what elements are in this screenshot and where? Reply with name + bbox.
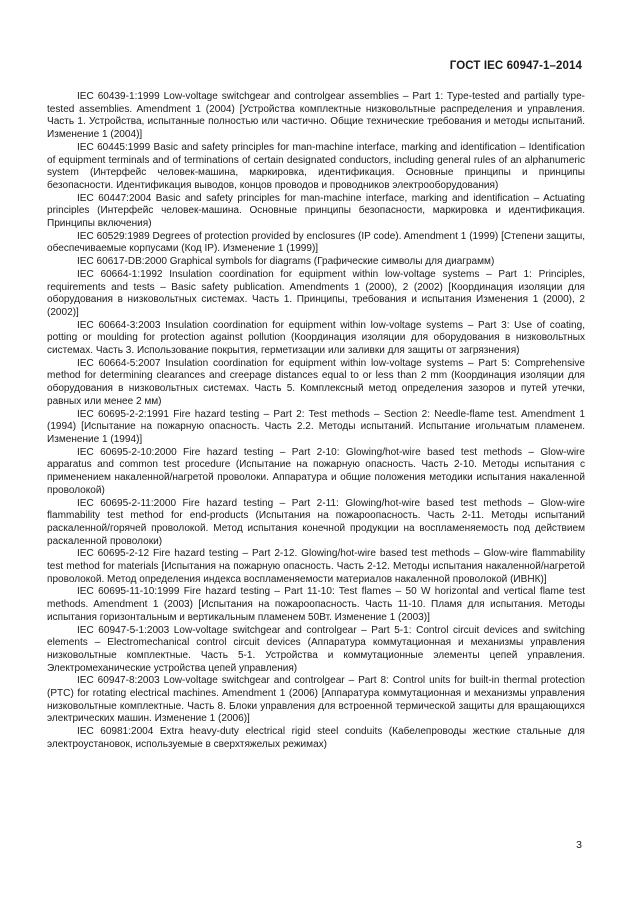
reference-paragraph: IEC 60695-2-11:2000 Fire hazard testing – Part 2-11: Glowing/hot-wire based test methods – Glow-wire flammability test method for end-products (Испытания на пожароопасность. Часть 2-11. Методы испытаний раскаленной/горячей проволокой. Метод испытания конечной продукции на воспламеняемость под действием раскаленной проволоки) (47, 497, 585, 547)
reference-paragraph: IEC 60695-2-2:1991 Fire hazard testing – Part 2: Test methods – Section 2: Needle-flame test. Amendment 1 (1994) [Испытание на пожарную опасность. Часть 2.2. Методы испытаний. Испытание игольчатым пламенем. Изменение 1 (1994)] (47, 408, 585, 445)
reference-paragraph: IEC 60664-1:1992 Insulation coordination for equipment within low-voltage systems – Part 1: Principles, requirements and tests – Basic safety publication. Amendments 1 (2000), 2 (2002) [Координация изоляции для оборудования в низковольтных системах. Часть 1. Принципы, требования и испытания Изменения 1 (2000), 2 (2002)] (47, 268, 585, 318)
normative-references-list (47, 91, 585, 752)
standard-code-header: ГОСТ IEC 60947-1–2014 (449, 60, 582, 72)
page-number: 3 (576, 839, 582, 851)
reference-paragraph: IEC 60664-3:2003 Insulation coordination for equipment within low-voltage systems – Part 3: Use of coating, potting or moulding for protection against pollution (Координация изоляции для оборудования в низковольтных системах. Часть 3. Использование покрытия, герметизации или заливки для защиты от загрязнения) (47, 319, 585, 357)
reference-paragraph: IEC 60445:1999 Basic and safety principles for man-machine interface, marking and identification – Identification of equipment terminals and of terminations of certain designated conductors, including general rules of an alphanumeric system (Интерфейс человек-машина, маркировка, идентификация. Основные принципы и принципы безопасности. Идентификация выводов, концов проводов и проводников электрооборудования) (47, 141, 585, 191)
reference-paragraph: IEC 60447:2004 Basic and safety principles for man-machine interface, marking and identification – Actuating principles (Интерфейс человек-машина. Основные принципы безопасности, маркировка и идентификация. Принципы включения) (47, 192, 585, 230)
reference-paragraph: IEC 60947-5-1:2003 Low-voltage switchgear and controlgear – Part 5-1: Control circuit devices and switching elements – Electromechanical control circuit devices (Аппаратура коммутационная и механизмы управления низковольтные комплектные. Часть 5-1. Устройства и коммутационные элементы цепей управления. Электромеханические устройства цепей управления) (47, 624, 585, 674)
reference-paragraph: IEC 60695-2-12 Fire hazard testing – Part 2-12. Glowing/hot-wire based test methods – Glow-wire flammability test method for materials [Испытания на пожарную опасность. Часть 2-12. Методы испытания накаленной/нагретой проволокой. Метод определения индекса воспламеняемости материалов накаленной проволокой (ИВНК)] (47, 548, 585, 585)
reference-paragraph: IEC 60439-1:1999 Low-voltage switchgear and controlgear assemblies – Part 1: Type-tested and partially type-tested assemblies. Amendment 1 (2004) [Устройства комплектные низковольтные распределения и управления. Часть 1. Устройства, испытанные полностью или частично. Общие технические требования и методы испытаний. Изменение 1 (2004)] (47, 91, 585, 141)
reference-paragraph: IEC 60695-2-10:2000 Fire hazard testing – Part 2-10: Glowing/hot-wire based test methods – Glow-wire apparatus and common test procedure (Испытание на пожарную опасность. Часть 2-10. Методы испытания с применением накаленной/нагретой проволоки. Аппаратура и общие положения методики испытания накаленной проволокой) (47, 446, 585, 496)
reference-paragraph: IEC 60529:1989 Degrees of protection provided by enclosures (IP code). Amendment 1 (1999) [Степени защиты, обеспечиваемые корпусами (Код IP). Изменение 1 (1999)] (47, 230, 585, 255)
reference-paragraph: IEC 60695-11-10:1999 Fire hazard testing – Part 11-10: Test flames – 50 W horizontal and vertical flame test methods. Amendment 1 (2003) [Испытания на пожароопасность. Часть 11-10. Пламя для испытания. Методы испытания горизонтальным и вертикальным пламенем 50Вт. Изменение 1 (2003)] (47, 586, 585, 623)
reference-paragraph: IEC 60981:2004 Extra heavy-duty electrical rigid steel conduits (Кабелепроводы жесткие стальные для электроустановок, используемые в сверхтяжелых режимах) (47, 726, 585, 750)
reference-paragraph: IEC 60947-8:2003 Low-voltage switchgear and controlgear – Part 8: Control units for built-in thermal protection (PTC) for rotating electrical machines. Amendment 1 (2006) [Аппаратура коммутационная и механизмы управления низковольтные комплектные. Часть 8. Блоки управления для встроенной термической защиты для вращающихся электрических машин. Изменение 1 (2006)] (47, 675, 585, 725)
reference-paragraph: IEC 60617-DB:2000 Graphical symbols for diagrams (Графические символы для диаграмм) (77, 256, 495, 268)
reference-paragraph: IEC 60664-5:2007 Insulation coordination for equipment within low-voltage systems – Part 5: Comprehensive method for determining clearances and creepage distances equal to or less than 2 mm (Координация изоляции для оборудования в низковольтных системах. Часть 5. Комплексный метод определения зазоров и путей утечки, равных или менее 2 мм) (47, 357, 585, 407)
